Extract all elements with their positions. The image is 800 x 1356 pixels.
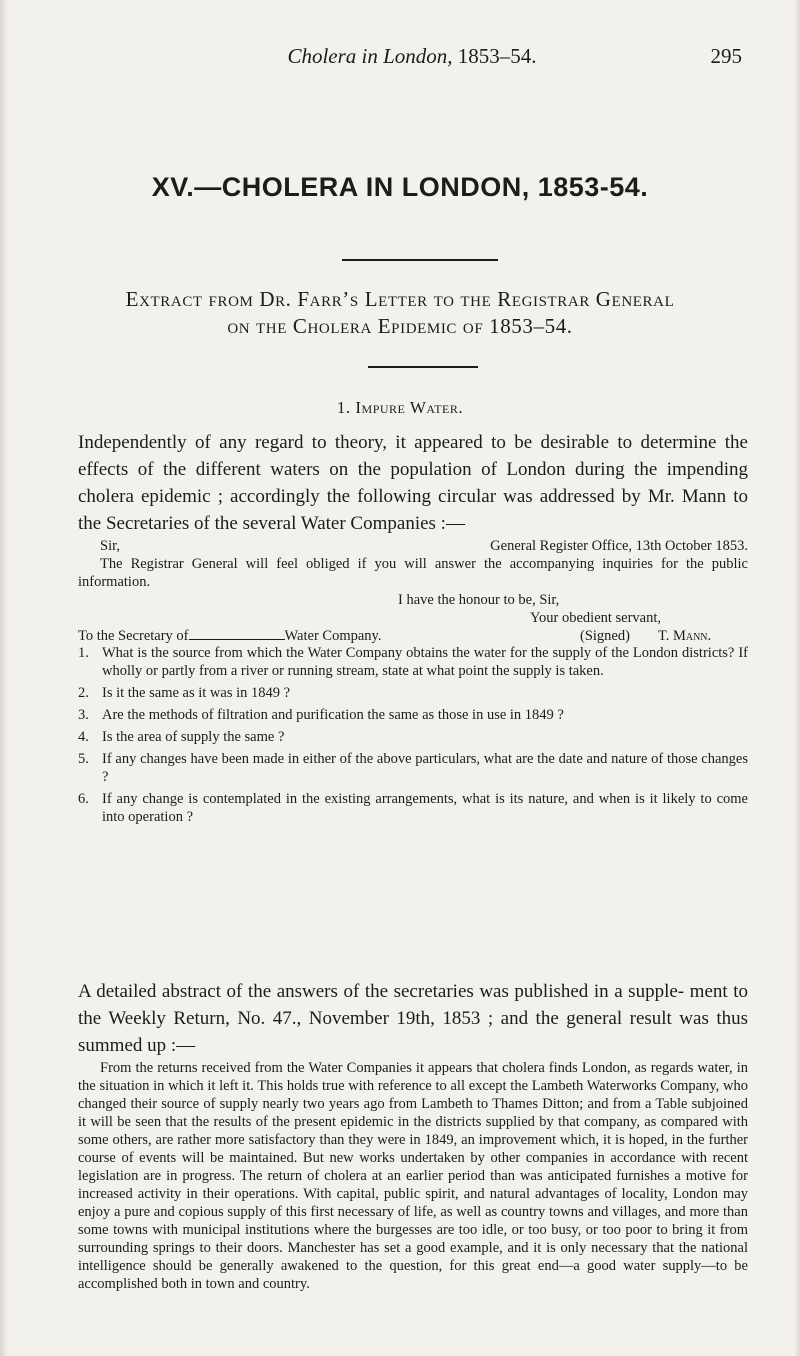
running-head-title-italic: Cholera in London,	[287, 44, 453, 68]
extract-heading-line-2: on the Cholera Epidemic of 1853–54.	[227, 314, 573, 338]
extract-heading	[70, 286, 730, 340]
intro-paragraph: Independently of any regard to theory, it appeared to be desirable to determine the effects of the different waters on the population of London during the impending cholera epidemic ; accordingly the following circular was addressed by Mr. Mann to the Secretaries of the several Water Companies :—	[78, 432, 748, 534]
question-number: 2.	[78, 685, 89, 701]
page-number: 295	[710, 44, 742, 68]
question-item	[78, 750, 748, 786]
question-item	[78, 728, 748, 746]
question-text: If any changes have been made in either of the above particulars, what are the date and nature of those changes ?	[102, 751, 748, 785]
scan-edge-left	[0, 0, 8, 1356]
letter-signature	[580, 627, 800, 645]
questions-list	[78, 644, 748, 830]
running-head-title	[82, 44, 742, 69]
scan-edge-right	[794, 0, 800, 1356]
addressee-prefix: To the Secretary of	[78, 628, 189, 644]
question-number: 1.	[78, 645, 89, 661]
question-text: If any change is contemplated in the existing arrangements, what is its nature, and when is it likely to come into operation ?	[102, 791, 748, 825]
question-text: Are the methods of filtration and purification the same as those in use in 1849 ?	[102, 707, 564, 723]
blank-fill-line	[189, 627, 285, 640]
question-item	[78, 790, 748, 826]
chapter-title: XV.—CHOLERA IN LONDON, 1853-54.	[151, 172, 649, 202]
section-heading: 1. Impure Water.	[336, 398, 464, 417]
question-number: 4.	[78, 729, 89, 745]
running-head-years: 1853–54.	[452, 44, 537, 68]
question-text: Is it the same as it was in 1849 ?	[102, 685, 291, 701]
question-text: Is the area of supply the same ?	[102, 729, 285, 745]
result-paragraph: From the returns received from the Water Companies it appears that cholera finds London, as regards water, in the situation in which it left it. This holds true with reference to all except the Lambeth Waterworks Company, who changed their source of supply nearly two years ago from Lambeth to Thames Ditton; and from a Table subjoined it will be seen that the results of the present epidemic in the districts supplied by that company, as compared with some others, are rather more satisfactory than they were in 1849, an improvement which, it is hoped, in the further course of events will be maintained. But new works undertaken by other companies in accordance with recent legislation are in progress. The return of cholera at an earlier period than was anticipated furnishes a motive for increased activity in their operations. With capital, public spirit, and natural advantages of locality, London may enjoy a pure and copious supply of this first necessary of life, as well as country towns and villages, and more than some towns with municipal institutions where the burgesses are too idle, or too busy, or too poor to bring it from surrounding springs to their doors. Manchester has set a good example, and it is only necessary that the national intelligence should be generally awakened to the question, for this great end—a good water supply—to be accomplished both in town and country.	[78, 1060, 748, 1292]
circular-letter	[78, 537, 748, 647]
running-head	[82, 44, 742, 74]
letter-office-date: General Register Office, 13th October 1853.	[490, 538, 748, 554]
extract-heading-line-1: Extract from Dr. Farr’s Letter to the Registrar General	[125, 287, 675, 311]
letter-closing-1: I have the honour to be, Sir,	[398, 592, 560, 608]
question-number: 5.	[78, 751, 89, 767]
question-number: 6.	[78, 791, 89, 807]
question-number: 3.	[78, 707, 89, 723]
divider-rule	[342, 259, 498, 261]
abstract-paragraph: A detailed abstract of the answers of the secretaries was published in a supple- ment to the Weekly Return, No. 47., November 19th, 1853 ; and the general result was thus summed up :—	[78, 981, 748, 1056]
question-item	[78, 644, 748, 680]
question-text: What is the source from which the Water Company obtains the water for the supply of the London districts? If wholly or partly from a river or running stream, state at what point the supply is taken.	[102, 645, 748, 679]
letter-body: The Registrar General will feel obliged if you will answer the accompanying inquiries for the public information.	[78, 556, 748, 590]
addressee-suffix: Water Company.	[284, 628, 382, 644]
letter-closing-2: Your obedient servant,	[530, 610, 662, 626]
divider-rule	[368, 366, 478, 368]
letter-salutation: Sir,	[100, 538, 120, 554]
signed-label: (Signed)	[580, 628, 630, 644]
question-item	[78, 684, 748, 702]
signer-name: T. Mann.	[657, 628, 712, 644]
question-item	[78, 706, 748, 724]
